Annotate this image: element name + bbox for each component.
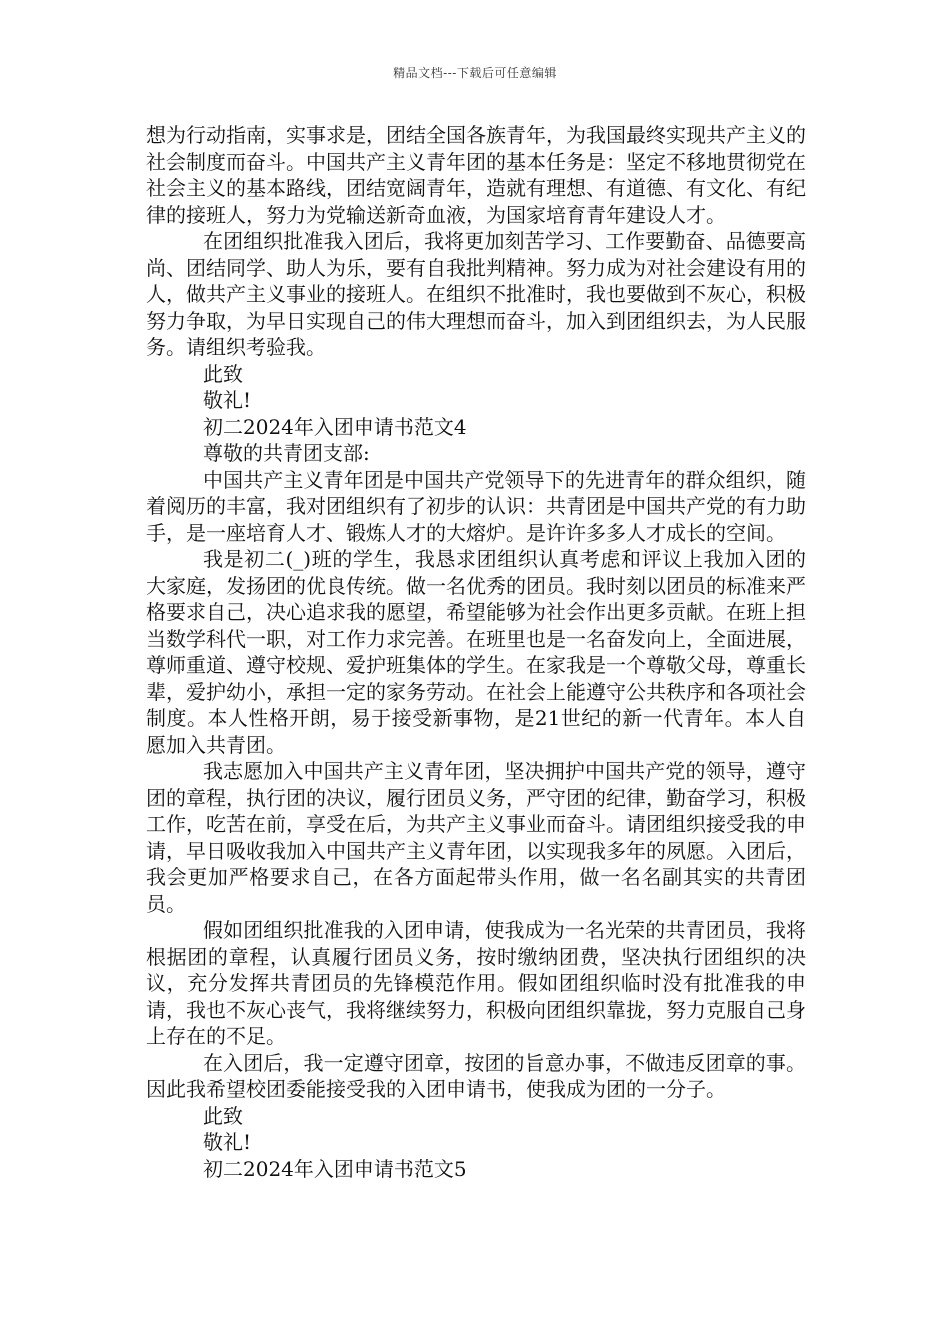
closing-line: 此致 [203, 1103, 243, 1128]
paragraph: 我志愿加入中国共产主义青年团，坚决拥护中国共产党的领导，遵守团的章程，执行团的决议，履行团员义务，严守团的纪律，勤奋学习，积极工作，吃苦在前，享受在后，为共产主义事业而奋斗。请团组织接受我的申请，早日吸收我加入中国共产主义青年团，以实现我多年的夙愿。入团后，我会更加严格要求自己，在各方面起带头作用，做一名名副其实的共青团员。 [146, 759, 806, 916]
greeting-line: 尊敬的共青团支部: [203, 441, 370, 465]
salutation-line: 敬礼! [203, 388, 252, 412]
salutation-line: 敬礼! [203, 1130, 252, 1154]
paragraph: 假如团组织批准我的入团申请，使我成为一名光荣的共青团员，我将根据团的章程，认真履行团员义务，按时缴纳团费，坚决执行团组织的决议，充分发挥共青团员的先锋模范作用。假如团组织临时没有批准我的申请，我也不灰心丧气，我将继续努力，积极向团组织靠拢，努力克服自己身上存在的不足。 [146, 918, 806, 1048]
section-title: 初二2024年入团申请书范文4 [203, 414, 467, 439]
paragraph: 中国共产主义青年团是中国共产党领导下的先进青年的群众组织，随着阅历的丰富，我对团组织有了初步的认识：共青团是中国共产党的有力助手，是一座培育人才、锻炼人才的大熔炉。是许许多多人才成长的空间。 [146, 467, 806, 545]
section-title: 初二2024年入团申请书范文5 [203, 1156, 467, 1181]
document-body [146, 122, 806, 1182]
closing-line: 此致 [203, 361, 243, 386]
paragraph: 我是初二(_)班的学生，我恳求团组织认真考虑和评议上我加入团的大家庭，发扬团的优良传统。做一名优秀的团员。我时刻以团员的标准来严格要求自己，决心追求我的愿望，希望能够为社会作出更多贡献。在班上担当数学科代一职，对工作力求完善。在班里也是一名奋发向上，全面进展，尊师重道、遵守校规、爱护班集体的学生。在家我是一个尊敬父母，尊重长辈，爱护幼小，承担一定的家务劳动。在社会上能遵守公共秩序和各项社会制度。本人性格开朗，易于接受新事物，是21世纪的新一代青年。本人自愿加入共青团。 [146, 547, 806, 757]
paragraph: 在团组织批准我入团后，我将更加刻苦学习、工作要勤奋、品德要高尚、团结同学、助人为乐，要有自我批判精神。努力成为对社会建设有用的人，做共产主义事业的接班人。在组织不批准时，我也要做到不灰心，积极努力争取，为早日实现自己的伟大理想而奋斗，加入到团组织去，为人民服务。请组织考验我。 [146, 229, 806, 359]
paragraph: 想为行动指南，实事求是，团结全国各族青年，为我国最终实现共产主义的社会制度而奋斗。中国共产主义青年团的基本任务是：坚定不移地贯彻党在社会主义的基本路线，团结宽阔青年，造就有理想、有道德、有文化、有纪律的接班人，努力为党输送新奇血液，为国家培育青年建设人才。 [146, 123, 806, 227]
paragraph: 在入团后，我一定遵守团章，按团的旨意办事，不做违反团章的事。因此我希望校团委能接受我的入团申请书，使我成为团的一分子。 [146, 1050, 806, 1101]
page-header: 精品文档---下载后可任意编辑 [393, 66, 557, 80]
